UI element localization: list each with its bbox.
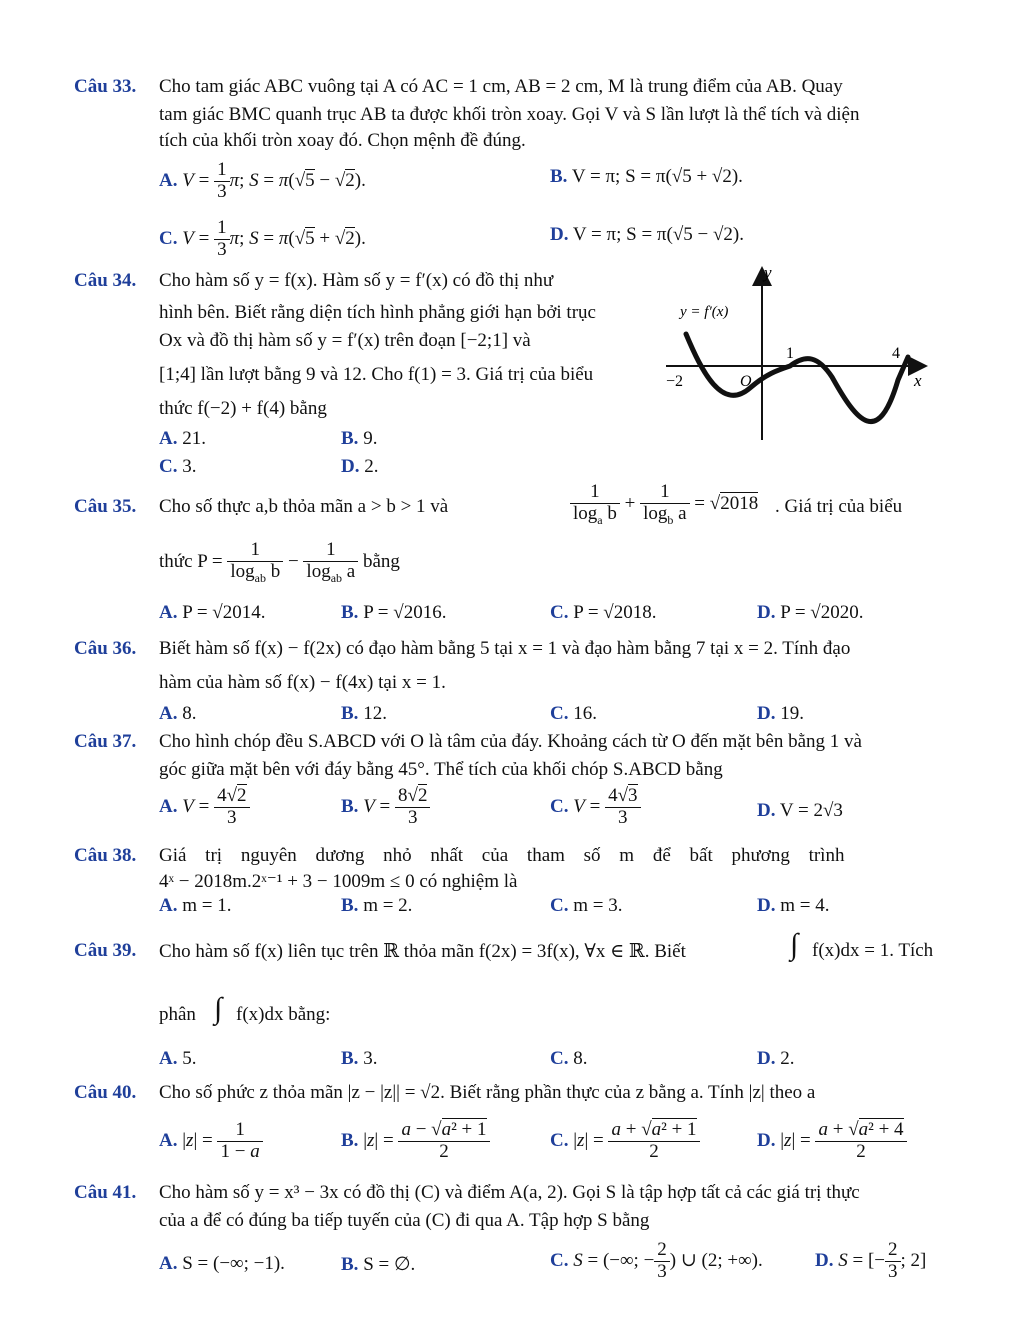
q37-option-c[interactable]: C. V = $\frac{4√3}{3}$ xyxy=(550,786,641,829)
q33-line1: Cho tam giác ABC vuông tại A có AC = 1 cm, AB = 2 cm, M là trung điểm của AB. Quay xyxy=(159,76,843,97)
q39-option-c[interactable]: C. 8. xyxy=(550,1048,588,1069)
q34-option-a[interactable]: A. 21. xyxy=(159,428,206,449)
q39-line1a: Cho hàm số f(x) liên tục trên ℝ thỏa mãn f(2x) = 3f(x), ∀x ∈ ℝ. Biết xyxy=(159,941,686,962)
tick-1: 1 xyxy=(786,345,794,362)
q36-line1: Biết hàm số f(x) − f(2x) có đạo hàm bằng 5 tại x = 1 và đạo hàm bằng 7 tại x = 2. Tính đạo xyxy=(159,638,851,659)
q36-option-a[interactable]: A. 8. xyxy=(159,703,197,724)
q36-option-b[interactable]: B. 12. xyxy=(341,703,387,724)
origin-label: O xyxy=(740,373,752,390)
q38-number: Câu 38. xyxy=(74,845,137,866)
q39-line1b: f(x)dx = 1. Tích xyxy=(812,940,934,961)
q38-line2: 4ˣ − 2018m.2ˣ⁻¹ + 3 − 1009m ≤ 0 có nghiệm là xyxy=(159,871,518,892)
q37-option-d[interactable]: D. V = 2√3 xyxy=(757,800,843,821)
q41-line1: Cho hàm số y = x³ − 3x có đồ thị (C) và điểm A(a, 2). Gọi S là tập hợp tất cả các giá trị thực xyxy=(159,1182,860,1203)
q40-option-b[interactable]: B. |z| = $\frac{\text{a − √a² + 1}}{2}$ xyxy=(341,1120,490,1163)
q33-option-a[interactable]: A. V = $\frac{1}{3}$ π; S = π(√5 − √2). xyxy=(159,159,366,202)
q41-option-b[interactable]: B. S = ∅. xyxy=(341,1254,416,1275)
q39-integral-sign-1: ∫ xyxy=(790,928,799,961)
q39-option-b[interactable]: B. 3. xyxy=(341,1048,378,1069)
q36-number: Câu 36. xyxy=(74,638,137,659)
q33-option-d[interactable]: D. V = π; S = π(√5 − √2). xyxy=(550,224,744,245)
y-label: y xyxy=(764,263,772,282)
q33-number: Câu 33. xyxy=(74,76,137,97)
q38-option-a[interactable]: A. m = 1. xyxy=(159,895,232,916)
derivative-curve xyxy=(686,334,908,422)
q37-line2: góc giữa mặt bên với đáy bằng 45°. Thể tích của khối chóp S.ABCD bằng xyxy=(159,759,723,780)
q34-line5: thức f(−2) + f(4) bằng xyxy=(159,398,327,419)
q38-option-c[interactable]: C. m = 3. xyxy=(550,895,623,916)
q34-line4: [1;4] lần lượt bằng 9 và 12. Cho f(1) = 3. Giá trị của biểu xyxy=(159,364,594,385)
q35-expression: thức P = $\frac{1}{\log_{ab} b}$ − $\frac{1}{\log_{ab} a}$ bằng xyxy=(159,539,400,585)
q35-option-d[interactable]: D. P = √2020. xyxy=(757,602,864,623)
q39-line2b: f(x)dx bằng: xyxy=(236,1004,331,1025)
q40-option-c[interactable]: C. |z| = $\frac{\text{a + √a² + 1}}{2}$ xyxy=(550,1120,700,1163)
x-label: x xyxy=(914,371,922,390)
q41-line2: của a để có đúng ba tiếp tuyến của (C) đi qua A. Tập hợp S bằng xyxy=(159,1210,650,1231)
q34-line3: Ox và đồ thị hàm số y = f′(x) trên đoạn [−2;1] và xyxy=(159,330,531,351)
q41-option-d[interactable]: D. S = [− $\frac{2}{3}$ ; 2] xyxy=(815,1239,927,1282)
function-label: y = f′(x) xyxy=(680,304,729,320)
q33-line2: tam giác BMC quanh trục AB ta được khối tròn xoay. Gọi V và S lần lượt là thể tích và diện xyxy=(159,104,860,125)
q35-option-c[interactable]: C. P = √2018. xyxy=(550,602,657,623)
q38-option-d[interactable]: D. m = 4. xyxy=(757,895,830,916)
q38-line1: Giá trị nguyên dương nhỏ nhất của tham số m để bất phương trình xyxy=(159,845,845,866)
q41-number: Câu 41. xyxy=(74,1182,137,1203)
q37-option-a[interactable]: A. V = $\frac{4√2}{3}$ xyxy=(159,786,250,829)
q33-option-c[interactable]: C. V = $\frac{1}{3}$ π; S = π(√5 + √2). xyxy=(159,217,366,260)
q34-number: Câu 34. xyxy=(74,270,137,291)
q34-option-b[interactable]: B. 9. xyxy=(341,428,378,449)
q36-line2: hàm của hàm số f(x) − f(4x) tại x = 1. xyxy=(159,672,446,693)
q34-line2: hình bên. Biết rằng diện tích hình phẳng giới hạn bởi trục xyxy=(159,302,596,323)
q38-option-b[interactable]: B. m = 2. xyxy=(341,895,413,916)
q34-line1: Cho hàm số y = f(x). Hàm số y = f′(x) có đồ thị như xyxy=(159,270,554,291)
tick-4: 4 xyxy=(892,345,900,362)
q40-line1: Cho số phức z thỏa mãn |z − |z|| = √2. Biết rằng phần thực của z bằng a. Tính |z| theo a xyxy=(159,1082,816,1103)
q39-number: Câu 39. xyxy=(74,940,137,961)
q35-option-a[interactable]: A. P = √2014. xyxy=(159,602,266,623)
q35-line1a: Cho số thực a,b thỏa mãn a > b > 1 và xyxy=(159,496,449,517)
q40-option-d[interactable]: D. |z| = $\frac{\text{a + √a² + 4}}{2}$ xyxy=(757,1120,907,1163)
q37-option-b[interactable]: B. V = $\frac{8√2}{3}$ xyxy=(341,786,430,829)
q35-number: Câu 35. xyxy=(74,496,137,517)
q33-option-b[interactable]: B. V = π; S = π(√5 + √2). xyxy=(550,166,743,187)
q36-option-d[interactable]: D. 19. xyxy=(757,703,804,724)
q33-line3: tích của khối tròn xoay đó. Chọn mệnh đề đúng. xyxy=(159,130,526,151)
q34-option-c[interactable]: C. 3. xyxy=(159,456,197,477)
derivative-graph xyxy=(652,262,932,442)
q36-option-c[interactable]: C. 16. xyxy=(550,703,597,724)
q41-option-a[interactable]: A. S = (−∞; −1). xyxy=(159,1253,285,1274)
q41-option-c[interactable]: C. S = (−∞; − $\frac{2}{3}$ ) ∪ (2; +∞). xyxy=(550,1239,763,1282)
q37-line1: Cho hình chóp đều S.ABCD với O là tâm của đáy. Khoảng cách từ O đến mặt bên bằng 1 và xyxy=(159,731,862,752)
q40-number: Câu 40. xyxy=(74,1082,137,1103)
q40-option-a[interactable]: A. |z| = $\frac{1}{1 - a}$ xyxy=(159,1120,263,1163)
q35-equation: $\frac{1}{\log_a b}$ + $\frac{1}{\log_b a}$ = √2018 xyxy=(570,482,758,527)
q39-integral-sign-2: ∫ xyxy=(214,992,223,1025)
q35-option-b[interactable]: B. P = √2016. xyxy=(341,602,447,623)
tick-minus-2: −2 xyxy=(666,373,684,390)
q37-number: Câu 37. xyxy=(74,731,137,752)
q39-option-d[interactable]: D. 2. xyxy=(757,1048,795,1069)
q35-line1b: . Giá trị của biểu xyxy=(775,496,903,517)
q39-line2a: phân xyxy=(159,1004,196,1025)
q39-option-a[interactable]: A. 5. xyxy=(159,1048,197,1069)
q34-option-d[interactable]: D. 2. xyxy=(341,456,379,477)
